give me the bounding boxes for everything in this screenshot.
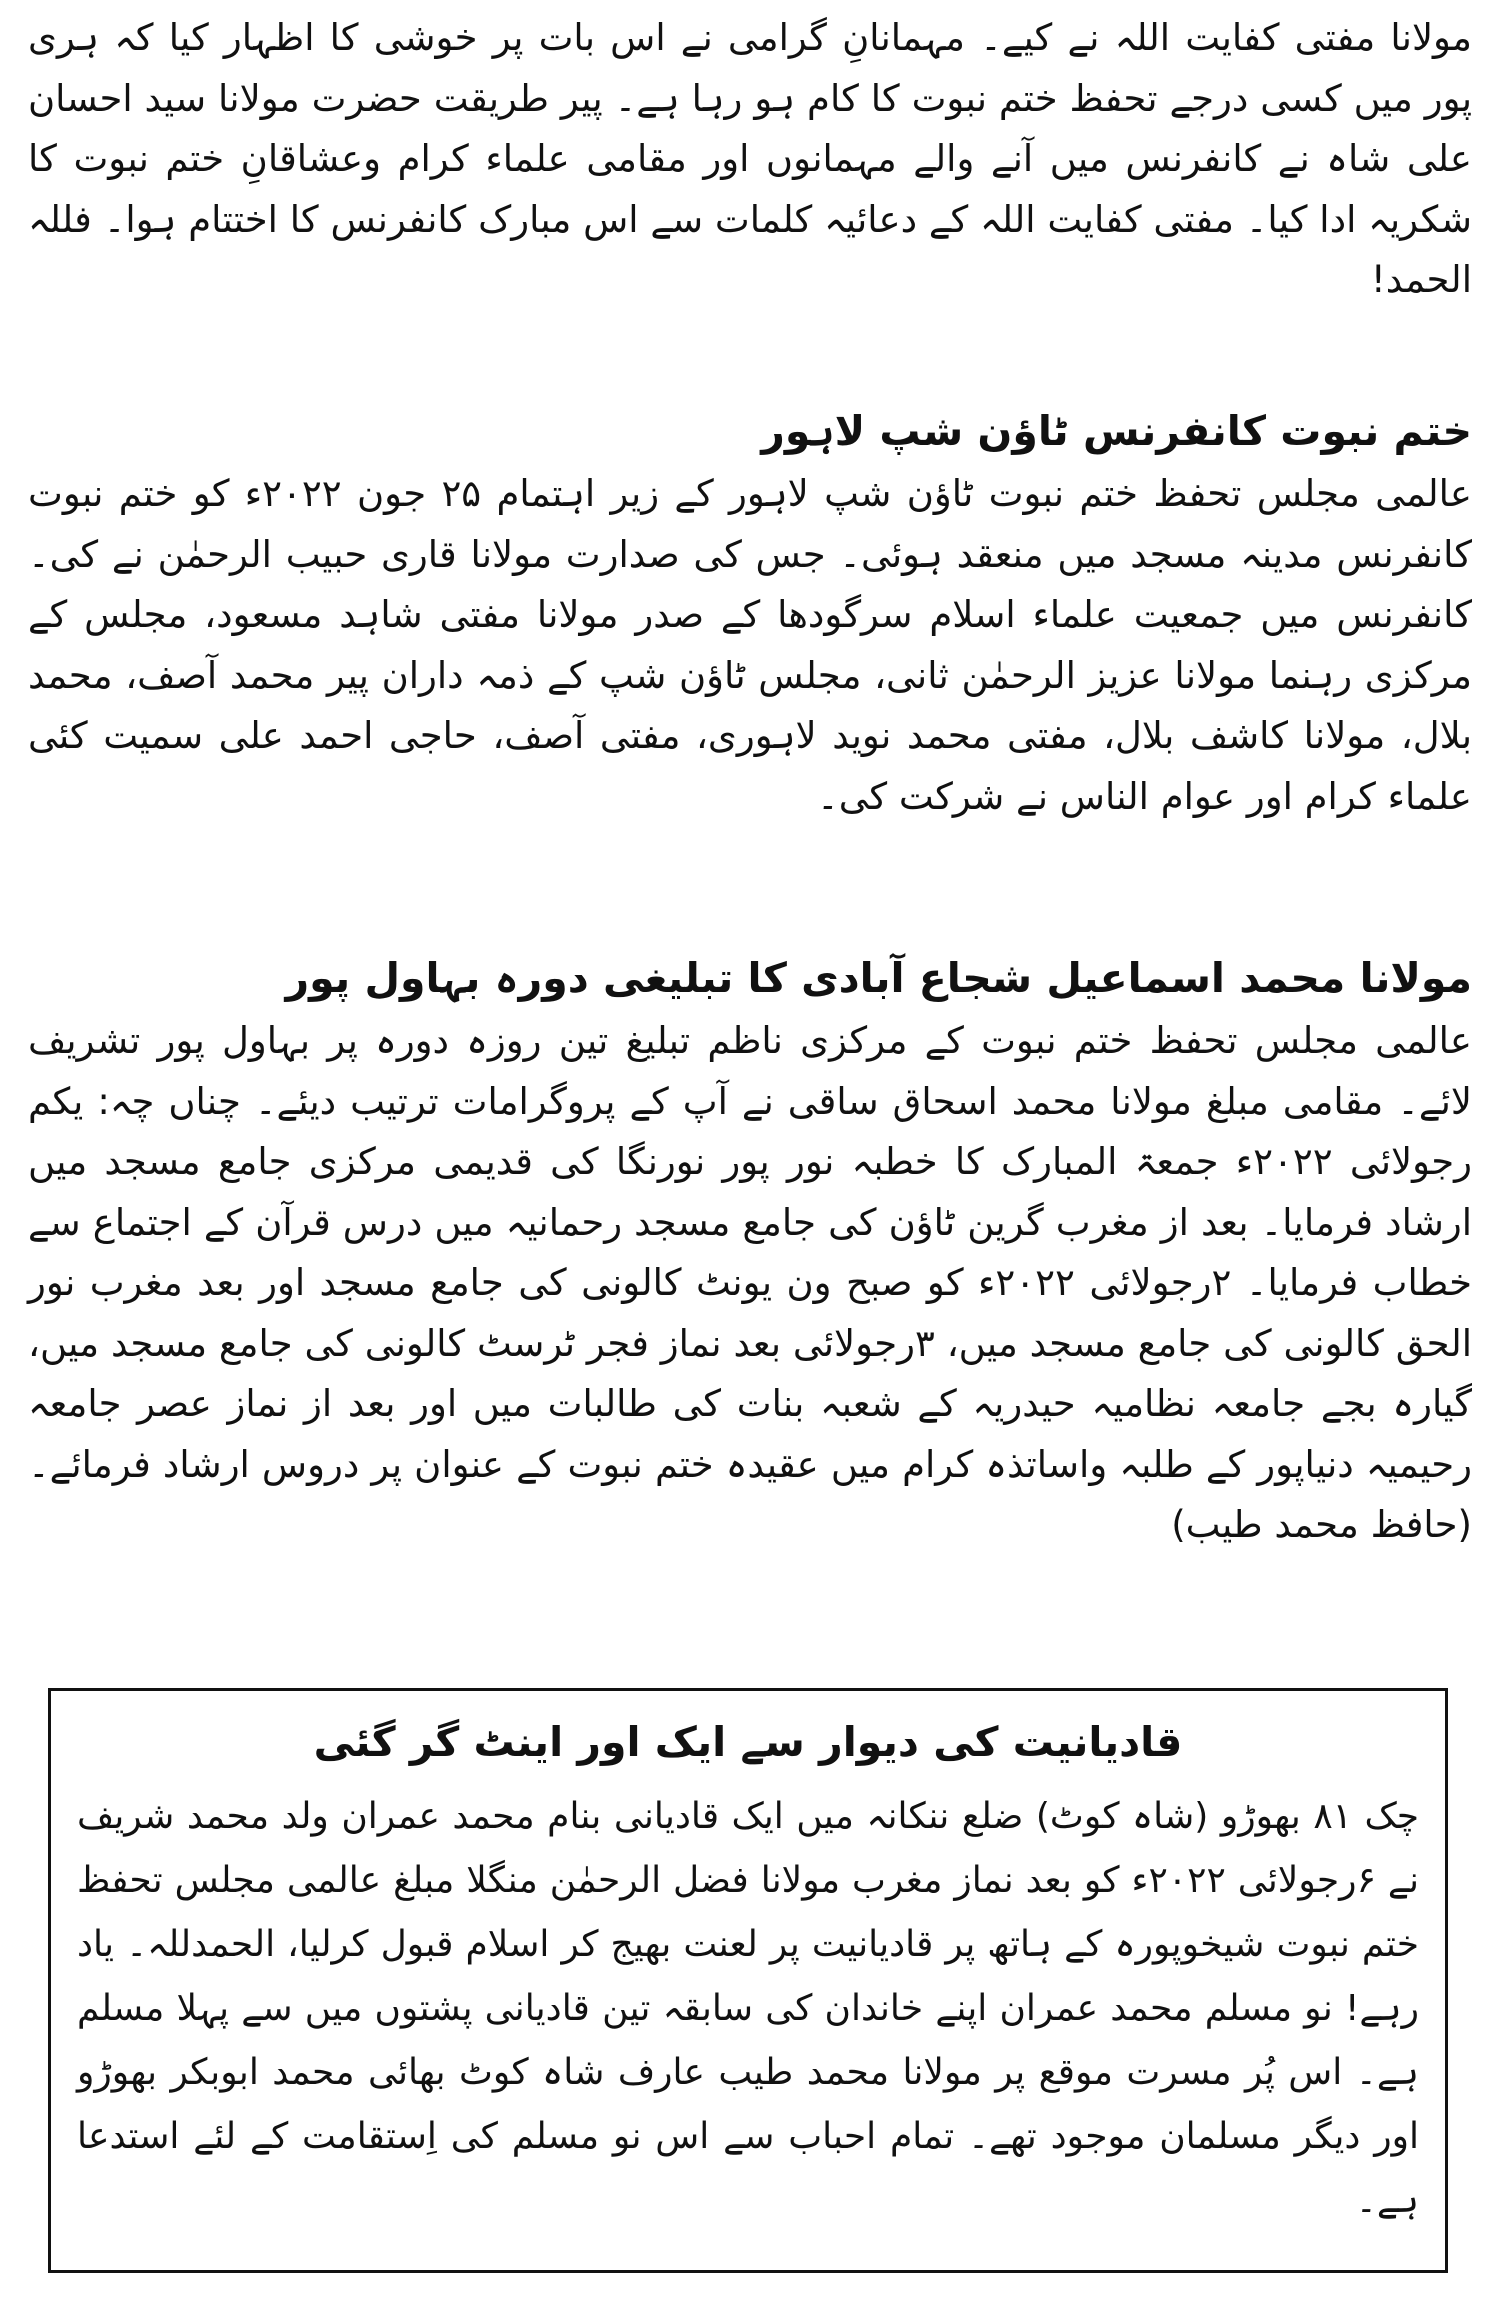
- news-box-paragraph: چک ۸۱ بھوڑو (شاہ کوٹ) ضلع ننکانہ میں ایک قادیانی بنام محمد عمران ولد محمد شریف نے ۶رجولائی ۲۰۲۲ء کو بعد نماز مغرب مولانا فضل الرحمٰن منگلا مبلغ عالمی مجلس تحفظ ختم نبوت شیخوپورہ کے ہاتھ پر قادیانیت پر لعنت بھیج کر اسلام قبول کرلیا، الحمدللہ۔ یاد رہے! نو مسلم محمد عمران اپنے خاندان کی سابقہ تین قادیانی پشتوں میں سے پہلا مسلم ہے۔ اس پُر مسرت موقع پر مولانا محمد طیب عارف شاہ کوٹ بھائی محمد ابوبکر بھوڑو اور دیگر مسلمان موجود تھے۔ تمام احباب سے اس نو مسلم کی اِستقامت کے لئے استدعا ہے۔: [77, 1796, 1420, 2221]
- bahawalpur-tour-section: [28, 943, 1472, 1556]
- news-box: [48, 1688, 1448, 2273]
- magazine-page: [28, 8, 1472, 2292]
- bahawalpur-tour-paragraph: [28, 1011, 1472, 1556]
- township-conference-paragraph: عالمی مجلس تحفظ ختم نبوت ٹاؤن شپ لاہور کے زیر اہتمام ۲۵ جون ۲۰۲۲ء کو ختم نبوت کانفرنس مدینہ مسجد میں منعقد ہوئی۔ جس کی صدارت مولانا قاری حبیب الرحمٰن نے کی۔ کانفرنس میں جمعیت علماء اسلام سرگودھا کے صدر مولانا مفتی شاہد مسعود، مجلس کے مرکزی رہنما مولانا عزیز الرحمٰن ثانی، مجلس ٹاؤن شپ کے ذمہ داران پیر محمد آصف، محمد بلال، مولانا کاشف بلال، مفتی محمد نوید لاہوری، مفتی آصف، حاجی احمد علی سمیت کئی علماء کرام اور عوام الناس نے شرکت کی۔: [28, 472, 1472, 818]
- news-box-title: قادیانیت کی دیوار سے ایک اور اینٹ گر گئی: [313, 1718, 1183, 1766]
- township-conference-section: [28, 396, 1472, 827]
- bahawalpur-tour-text: عالمی مجلس تحفظ ختم نبوت کے مرکزی ناظم تبلیغ تین روزہ دورہ پر بہاول پور تشریف لائے۔ مقامی مبلغ مولانا محمد اسحاق ساقی نے آپ کے پروگرامات ترتیب دیئے۔ چناں چہ: یکم رجولائی ۲۰۲۲ء جمعۃ المبارک کا خطبہ نور پور نورنگا کی قدیمی مرکزی جامع مسجد میں ارشاد فرمایا۔ بعد از مغرب گرین ٹاؤن کی جامع مسجد رحمانیہ میں درس قرآن کے اجتماع سے خطاب فرمایا۔ ۲رجولائی ۲۰۲۲ء کو صبح ون یونٹ کالونی کی جامع مسجد اور بعد مغرب نور الحق کالونی کی جامع مسجد میں، ۳رجولائی بعد نماز فجر ٹرسٹ کالونی کی جامع مسجد میں، گیارہ بجے جامعہ نظامیہ حیدریہ کے شعبہ بنات کی طالبات میں اور بعد از نماز عصر جامعہ رحیمیہ دنیاپور کے طلبہ واساتذہ کرام میں عقیدہ ختم نبوت کے عنوان پر دروس ارشاد فرمائے۔: [28, 1019, 1473, 1486]
- intro-section: [28, 8, 1472, 311]
- intro-paragraph: مولانا مفتی کفایت اللہ نے کیے۔ مہمانانِ گرامی نے اس بات پر خوشی کا اظہار کیا کہ ہری پور میں کسی درجے تحفظ ختم نبوت کا کام ہو رہا ہے۔ پیر طریقت حضرت مولانا سید احسان علی شاہ نے کانفرنس میں آنے والے مہمانوں اور مقامی علماء کرام وعشاقانِ ختم نبوت کا شکریہ ادا کیا۔ مفتی کفایت اللہ کے دعائیہ کلمات سے اس مبارک کانفرنس کا اختتام ہوا۔ فللہ الحمد!: [28, 16, 1472, 301]
- township-conference-heading: ختم نبوت کانفرنس ٹاؤن شپ لاہور: [761, 407, 1472, 455]
- author-credit: (حافظ محمد طیب): [1171, 1503, 1472, 1546]
- bahawalpur-tour-heading: مولانا محمد اسماعیل شجاع آبادی کا تبلیغی دورہ بہاول پور: [285, 954, 1472, 1002]
